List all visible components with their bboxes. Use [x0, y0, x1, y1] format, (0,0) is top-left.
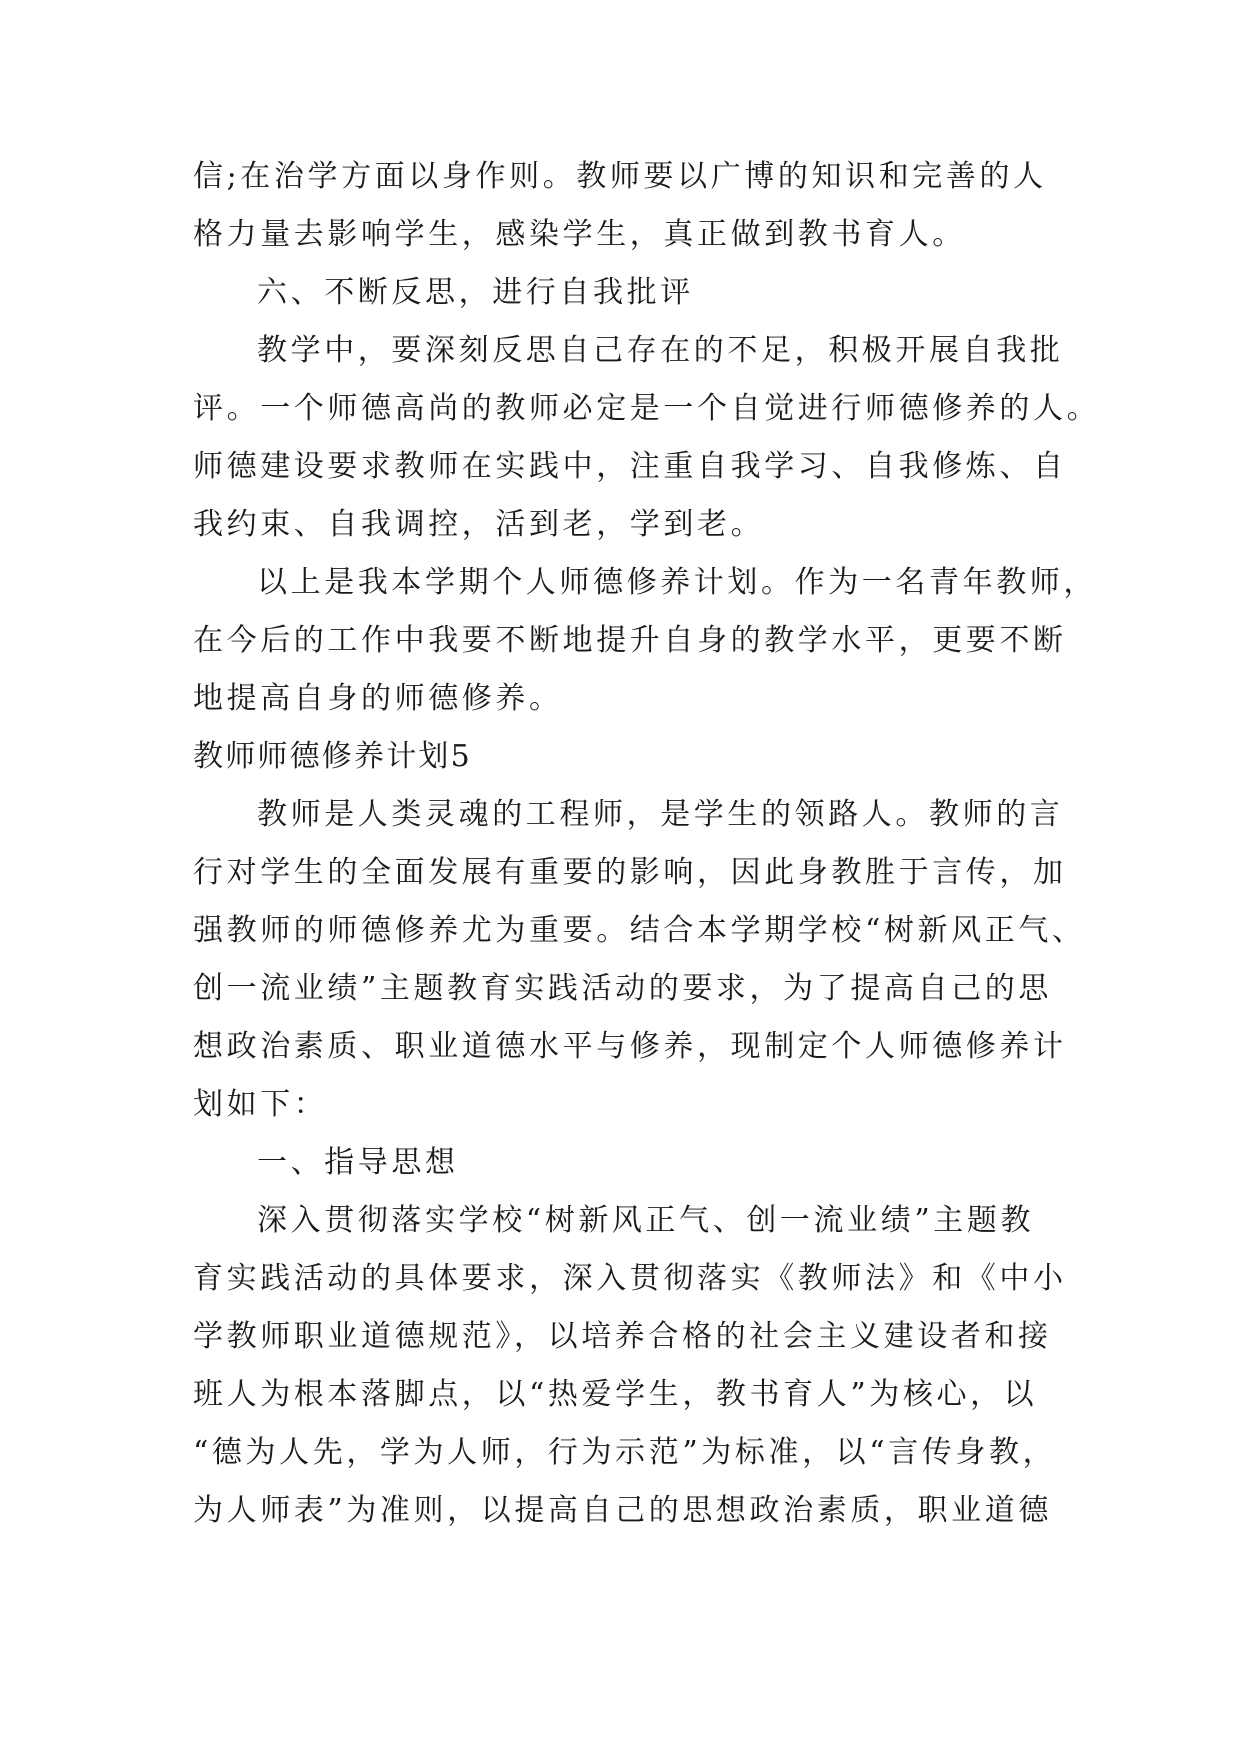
paragraph-line: 为人师表”为准则，以提高自己的思想政治素质，职业道德	[193, 1493, 1052, 1528]
paragraph-line: 班人为根本落脚点，以“热爱学生，教书育人”为核心，以	[193, 1377, 1038, 1412]
paragraph-line: 格力量去影响学生，感染学生，真正做到教书育人。	[193, 217, 966, 252]
paragraph-line: 想政治素质、职业道德水平与修养，现制定个人师德修养计	[193, 1029, 1067, 1064]
paragraph-line: 教学中，要深刻反思自己存在的不足，积极开展自我批	[257, 333, 1064, 368]
paragraph-line: “德为人先，学为人师，行为示范”为标准，以“言传身教，	[193, 1435, 1057, 1470]
paragraph-line: 学教师职业道德规范》，以培养合格的社会主义建设者和接	[193, 1319, 1052, 1354]
paragraph-line: 强教师的师德修养尤为重要。结合本学期学校“树新风正气、	[193, 913, 1086, 948]
paragraph-line: 育实践活动的具体要求，深入贯彻落实《教师法》和《中小	[193, 1261, 1067, 1296]
paragraph-line: 在今后的工作中我要不断地提升自身的教学水平，更要不断	[193, 623, 1067, 658]
paragraph-line: 划如下：	[193, 1087, 328, 1122]
paragraph-line: 教师是人类灵魂的工程师，是学生的领路人。教师的言	[257, 797, 1064, 832]
paragraph-line: 深入贯彻落实学校“树新风正气、创一流业绩”主题教	[257, 1203, 1035, 1238]
paragraph-line: 信;在治学方面以身作则。教师要以广博的知识和完善的人	[193, 159, 1047, 194]
paragraph-line: 创一流业绩”主题教育实践活动的要求，为了提高自己的思	[193, 971, 1052, 1006]
paragraph-line: 评。一个师德高尚的教师必定是一个自觉进行师德修养的人。	[193, 391, 1101, 426]
paragraph-line: 师德建设要求教师在实践中，注重自我学习、自我修炼、自	[193, 449, 1067, 484]
document-title: 教师师德修养计划5	[193, 739, 472, 774]
paragraph-line: 地提高自身的师德修养。	[193, 681, 563, 716]
paragraph-line: 我约束、自我调控，活到老，学到老。	[193, 507, 765, 542]
section-heading: 六、不断反思，进行自我批评	[257, 275, 694, 310]
paragraph-line: 行对学生的全面发展有重要的影响，因此身教胜于言传，加	[193, 855, 1067, 890]
document-page	[193, 148, 1101, 1540]
paragraph-line: 以上是我本学期个人师德修养计划。作为一名青年教师，	[257, 565, 1097, 600]
section-heading: 一、指导思想	[257, 1145, 459, 1180]
